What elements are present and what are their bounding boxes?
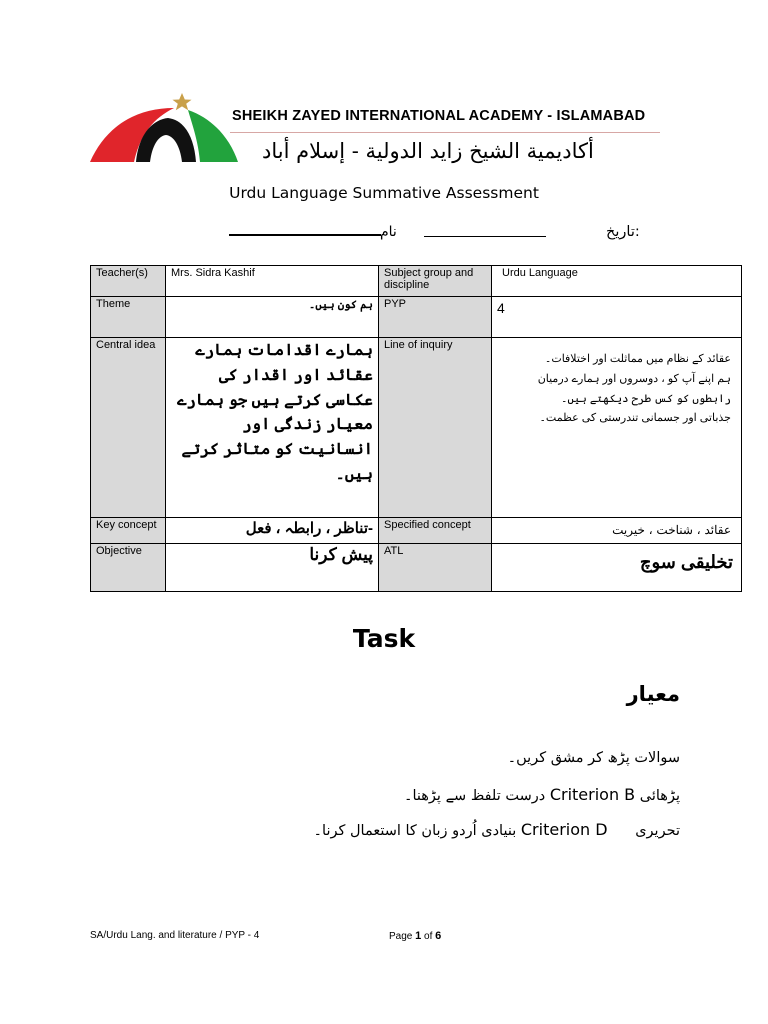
criterion-d-line xyxy=(314,820,680,839)
page-number xyxy=(389,930,441,942)
logo-star-icon xyxy=(173,93,192,110)
date-blank-line xyxy=(424,236,546,237)
page-current: 1 xyxy=(415,930,422,942)
inquiry-line: ہم اپنے آپ کو ، دوسروں اور ہمارے درمیان xyxy=(537,372,731,385)
name-blank-line xyxy=(229,234,381,236)
criterion-d-label: Criterion D xyxy=(520,820,608,839)
header-divider xyxy=(230,132,660,133)
table-row xyxy=(91,297,742,338)
pyp-label: PYP xyxy=(379,297,492,338)
criterion-b-text: درست تلفظ سے پڑھنا۔ xyxy=(403,788,546,804)
atl-label: ATL xyxy=(379,544,492,592)
footer-left: SA/Urdu Lang. and literature / PYP - 4 xyxy=(90,930,260,941)
objective-label: Objective xyxy=(91,544,166,592)
inquiry-line: رابطوں کو کس طرح دیکھتے ہیں۔ xyxy=(561,392,731,405)
specified-concept-value: عقائد ، شناخت ، خیریت xyxy=(492,518,742,544)
line-of-inquiry-value xyxy=(492,338,742,518)
document-title: Urdu Language Summative Assessment xyxy=(229,184,539,202)
pyp-value: 4 xyxy=(492,297,742,338)
key-concept-value: -تناظر ، رابطہ ، فعل xyxy=(166,518,379,544)
criteria-heading: معیار xyxy=(626,682,680,706)
central-idea-value: ہمارے اقدامات ہمارے عقائد اور اقدار کی عکاسی کرتے ہیں جو ہمارے معیار زندگی اور انسانیت کو متاثر کرتے ہیں۔ xyxy=(166,338,379,518)
criterion-d-prefix: تحریری xyxy=(635,823,680,839)
criterion-d-text: بنیادی اُردو زبان کا استعمال کرنا۔ xyxy=(313,823,517,839)
table-row xyxy=(91,544,742,592)
instruction-line: سوالات پڑھ کر مشق کریں۔ xyxy=(507,750,680,766)
page-total: 6 xyxy=(435,930,442,942)
atl-value: تخلیقی سوچ xyxy=(492,544,742,592)
page-word: Page xyxy=(389,931,413,942)
line-of-inquiry-label: Line of inquiry xyxy=(379,338,492,518)
criterion-b-line xyxy=(404,785,680,804)
criterion-b-prefix: پڑھائی xyxy=(639,788,680,804)
school-name-arabic: أكاديمية الشيخ زايد الدولية - إسلام أباد xyxy=(262,139,594,163)
academy-logo xyxy=(88,90,240,168)
central-idea-label: Central idea xyxy=(91,338,166,518)
task-heading: Task xyxy=(352,624,416,653)
table-row xyxy=(91,518,742,544)
logo-green-arc xyxy=(188,110,238,162)
inquiry-line: جذباتی اور جسمانی تندرستی کی عظمت۔ xyxy=(539,412,731,425)
criterion-b-label: Criterion B xyxy=(549,785,636,804)
date-label: تاریخ: xyxy=(606,224,640,240)
inquiry-line: عقائد کے نظام میں مماثلت اور اختلافات۔ xyxy=(544,353,731,365)
school-name-english: SHEIKH ZAYED INTERNATIONAL ACADEMY - ISLAMABAD xyxy=(232,108,646,124)
theme-label: Theme xyxy=(91,297,166,338)
theme-value: ہم کون ہیں۔ xyxy=(166,297,379,338)
unit-info-table xyxy=(90,265,742,592)
name-label: نام xyxy=(380,224,397,240)
objective-value: پیش کرنا xyxy=(166,544,379,592)
name-date-row xyxy=(0,224,768,246)
teacher-value: Mrs. Sidra Kashif xyxy=(166,266,379,297)
subject-label: Subject group and discipline xyxy=(379,266,492,297)
table-row xyxy=(91,266,742,297)
table-row xyxy=(91,338,742,518)
subject-value: Urdu Language xyxy=(492,266,742,297)
of-word: of xyxy=(424,931,433,942)
key-concept-label: Key concept xyxy=(91,518,166,544)
specified-concept-label: Specified concept xyxy=(379,518,492,544)
teacher-label: Teacher(s) xyxy=(91,266,166,297)
